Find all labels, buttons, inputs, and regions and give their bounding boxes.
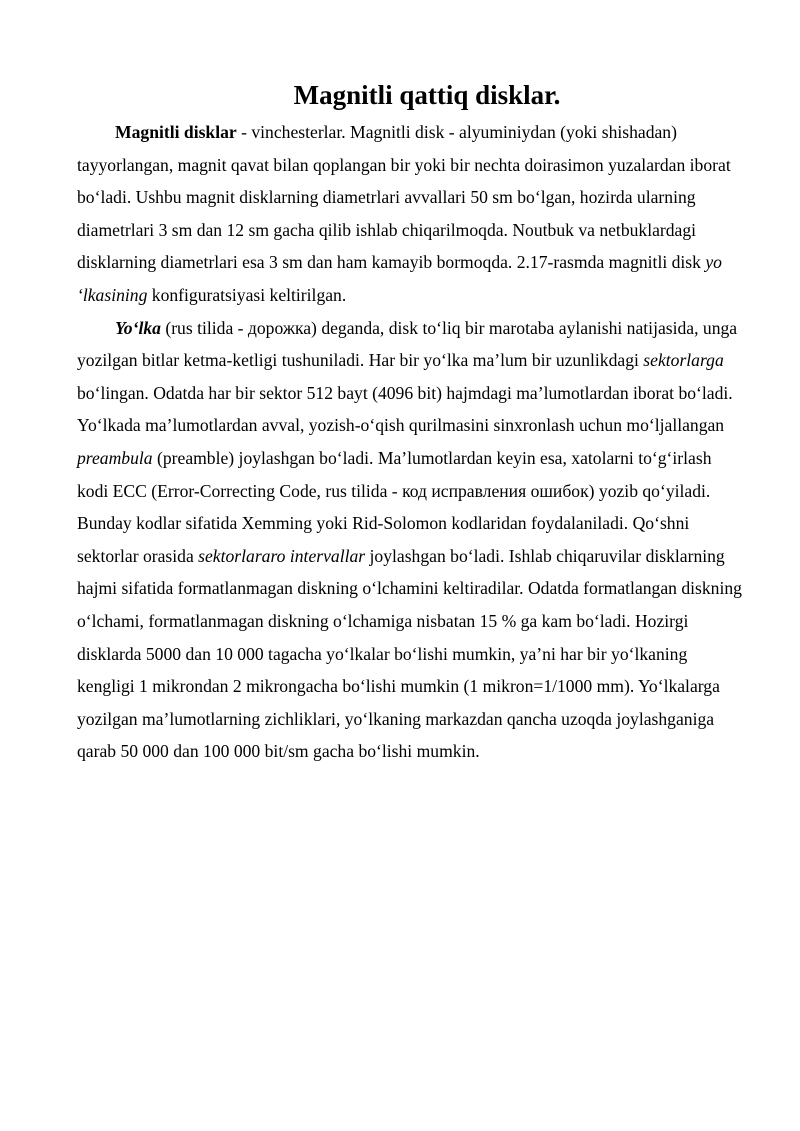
paragraph1-text-b: konfiguratsiyasi keltirilgan.: [147, 284, 347, 305]
paragraph1-text-a: - vinchesterlar. Magnitli disk - alyuminiydan (yoki shishadan) tayyorlangan, magnit qavat bilan qoplangan bir yoki bir nechta doirasimon yuzalardan iborat bo‘ladi. Ushbu magnit disklarning diametrlari avvallari 50 sm bo‘lgan, hozirda ularning diametrlari 3 sm dan 12 sm gacha qilib ishlab chiqarilmoqda. Noutbuk va netbuklardagi disklarning diametrlari esa 3 sm dan ham kamayib bormoqda. 2.17-rasmda magnitli disk: [77, 122, 731, 273]
paragraph2-text-c: (preamble) joylashgan bo‘ladi. Ma’lumotlardan keyin esa, xatolarni to‘g‘irlash kodi ECC (Error-Correcting Code, rus tilida - код исправления ошибок) yozib qo‘yiladi. Bunday kodlar sifatida Xemming yoki Rid-Solomon kodlaridan foydalaniladi. Qo‘shni sektorlar orasida: [77, 447, 712, 566]
paragraph1-italic-a: yo ‘lkasining: [77, 252, 722, 305]
paragraph2-italic-a: sektorlarga: [643, 350, 724, 371]
paragraph2-text-a: (rus tilida - дорожка) deganda, disk to‘liq bir marotaba aylanishi natijasida, unga yozilgan bitlar ketma-ketligi tushuniladi. Har bir yo‘lka ma’lum bir uzunlikdagi: [77, 317, 738, 371]
document-page: [77, 78, 747, 768]
paragraph2-italic-b: preambula: [77, 447, 153, 468]
term-magnetic-disks: Magnitli disklar: [115, 122, 237, 142]
paragraph2-italic-c: sektorlararo intervallar: [198, 545, 366, 566]
paragraph-magnetic-disks: [77, 116, 747, 312]
paragraph2-text-b: bo‘lingan. Odatda har bir sektor 512 bayt (4096 bit) hajmdagi ma’lumotlardan iborat bo‘ladi. Yo‘lkada ma’lumotlardan avval, yozish-o‘qish qurilmasini sinxronlash uchun mo‘ljallangan: [77, 382, 733, 436]
term-track: Yo‘lka: [115, 317, 161, 338]
page-title: Magnitli qattiq disklar.: [293, 80, 561, 110]
paragraph2-text-d: joylashgan bo‘ladi. Ishlab chiqaruvilar disklarning hajmi sifatida formatlanmagan diskning o‘lchamini keltiradilar. Odatda formatlangan diskning o‘lchami, formatlanmagan diskning o‘lchamiga nisbatan 15 % ga kam bo‘ladi. Hozirgi disklarda 5000 dan 10 000 tagacha yo‘lkalar bo‘lishi mumkin, ya’ni har bir yo‘lkaning kengligi 1 mikrondan 2 mikrongacha bo‘lishi mumkin (1 mikron=1/1000 mm). Yo‘lkalarga yozilgan ma’lumotlarning zichliklari, yo‘lkaning markazdan qancha uzoqda joylashganiga qarab 50 000 dan 100 000 bit/sm gacha bo‘lishi mumkin.: [77, 545, 742, 762]
paragraph-track: [77, 312, 747, 768]
